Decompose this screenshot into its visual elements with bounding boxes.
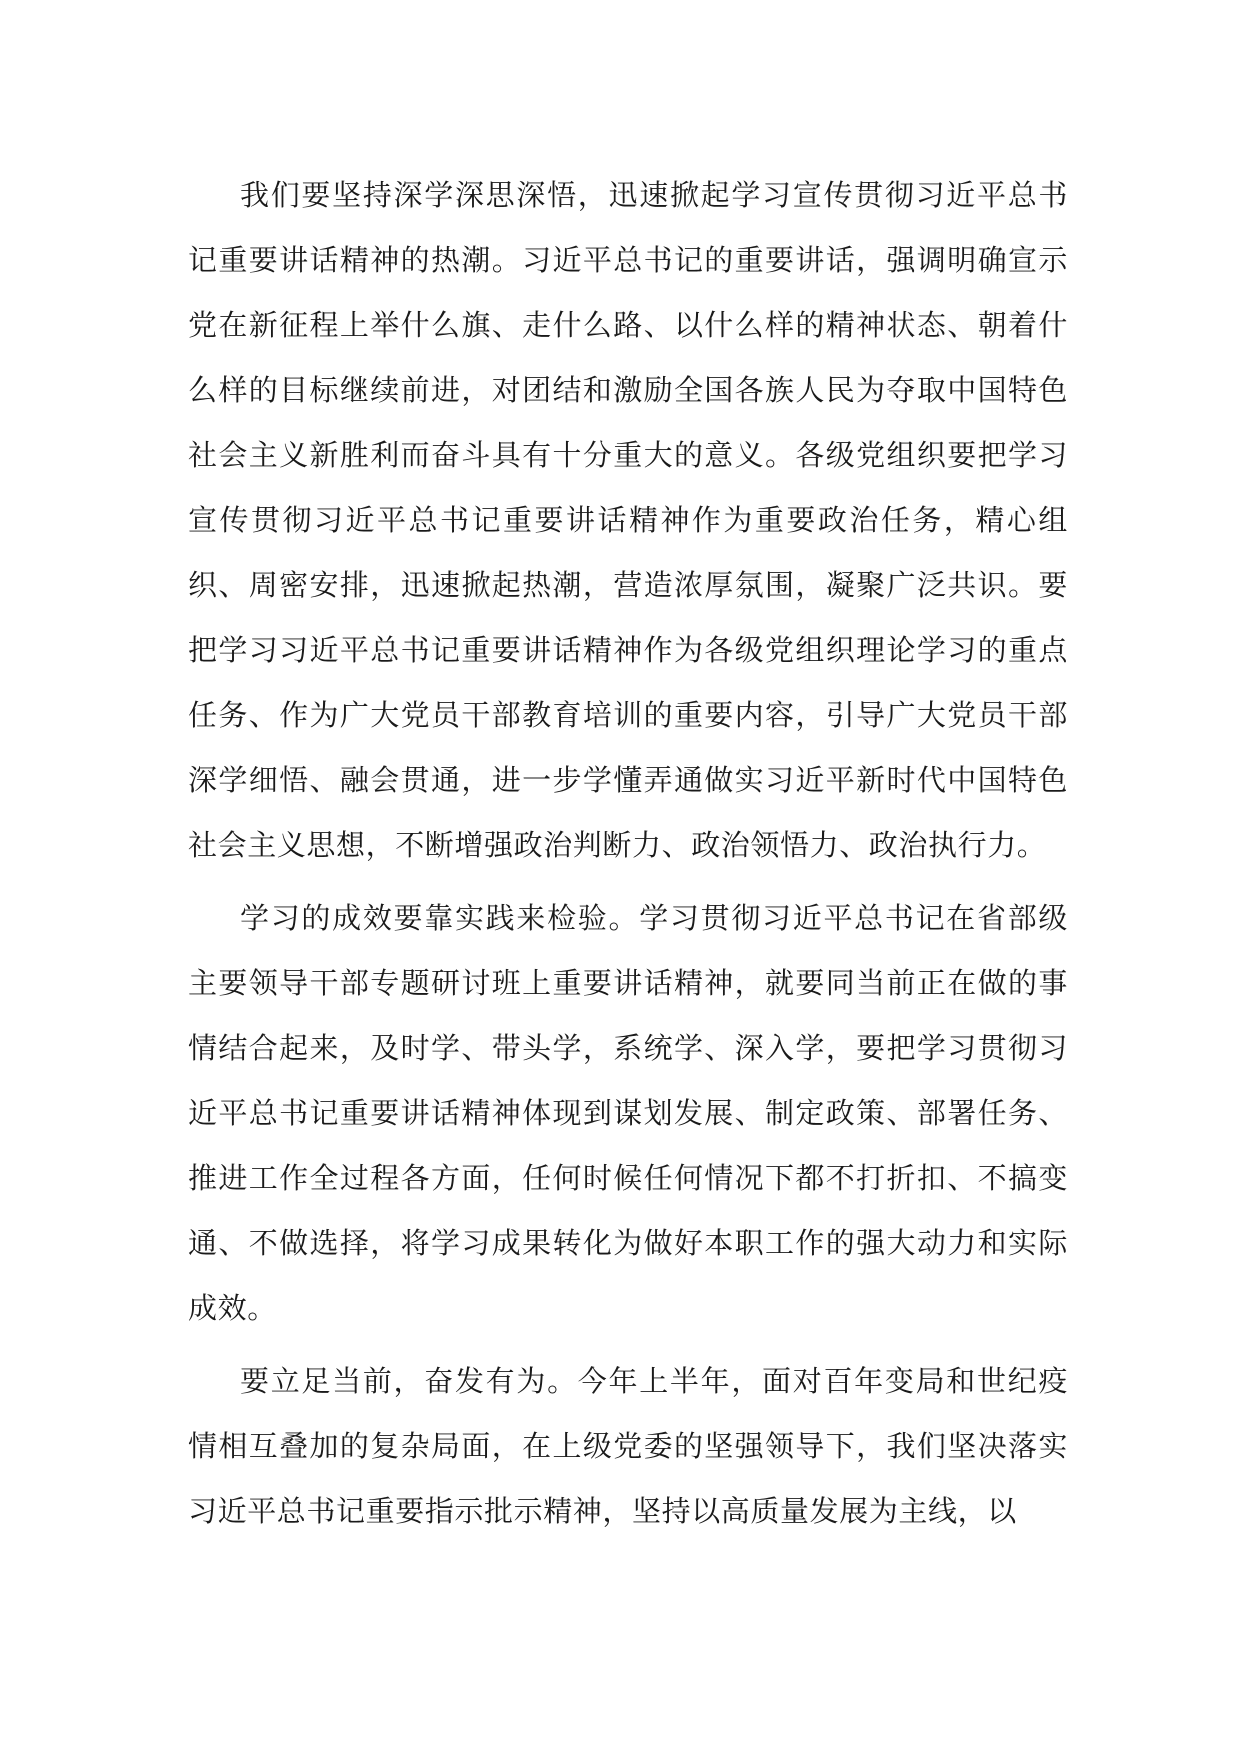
paragraph-2: 学习的成效要靠实践来检验。学习贯彻习近平总书记在省部级主要领导干部专题研讨班上重要讲话精神，就要同当前正在做的事情结合起来，及时学、带头学，系统学、深入学，要把学习贯彻习近平总书记重要讲话精神体现到谋划发展、制定政策、部署任务、推进工作全过程各方面，任何时候任何情况下都不打折扣、不搞变通、不做选择，将学习成果转化为做好本职工作的强大动力和实际成效。 [188, 901, 1068, 1325]
paragraph-1: 我们要坚持深学深思深悟，迅速掀起学习宣传贯彻习近平总书记重要讲话精神的热潮。习近平总书记的重要讲话，强调明确宣示党在新征程上举什么旗、走什么路、以什么样的精神状态、朝着什么样的目标继续前进，对团结和激励全国各族人民为夺取中国特色社会主义新胜利而奋斗具有十分重大的意义。各级党组织要把学习宣传贯彻习近平总书记重要讲话精神作为重要政治任务，精心组织、周密安排，迅速掀起热潮，营造浓厚氛围，凝聚广泛共识。要把学习习近平总书记重要讲话精神作为各级党组织理论学习的重点任务、作为广大党员干部教育培训的重要内容，引导广大党员干部深学细悟、融会贯通，进一步学懂弄通做实习近平新时代中国特色社会主义思想，不断增强政治判断力、政治领悟力、政治执行力。 [188, 178, 1068, 862]
document-body [188, 163, 1068, 1552]
paragraph-3: 要立足当前，奋发有为。今年上半年，面对百年变局和世纪疫情相互叠加的复杂局面，在上级党委的坚强领导下，我们坚决落实习近平总书记重要指示批示精神，坚持以高质量发展为主线，以 [188, 1364, 1068, 1528]
